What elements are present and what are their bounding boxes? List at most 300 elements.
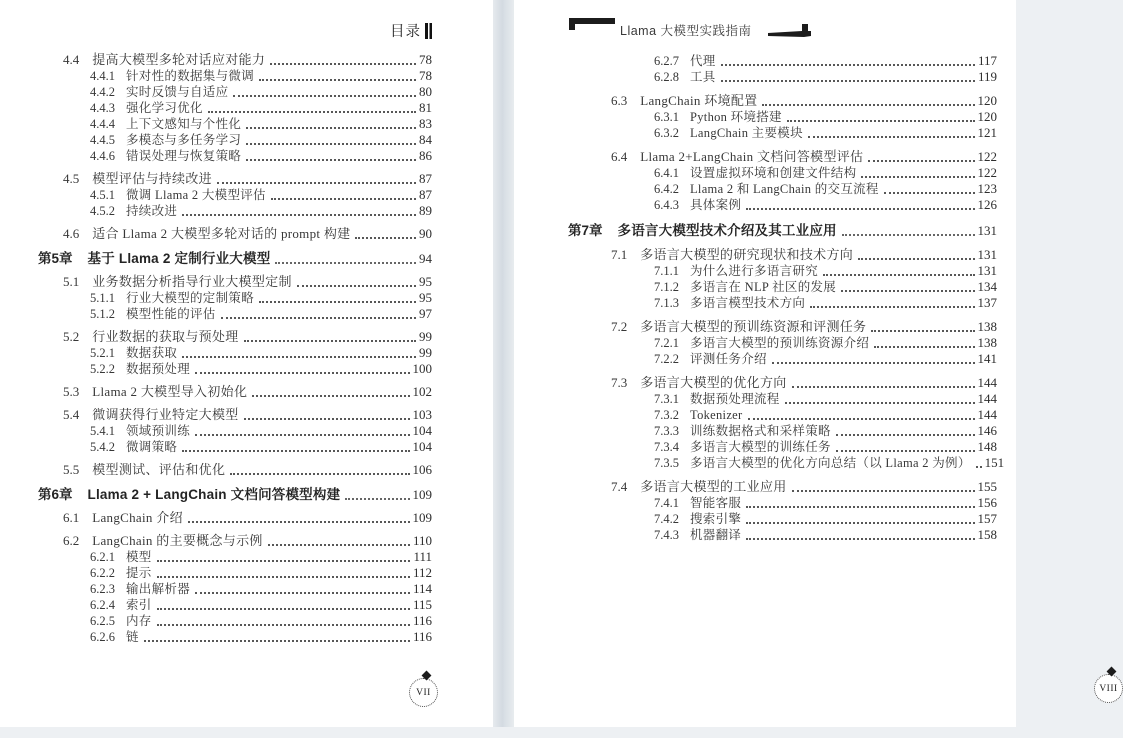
dot-leader — [271, 198, 416, 200]
toc-entry — [38, 329, 432, 345]
dot-leader — [355, 237, 416, 239]
toc-entry-page: 87 — [419, 171, 432, 186]
toc-entry-page: 80 — [419, 84, 432, 99]
toc-entry-number: 第6章 — [38, 487, 73, 502]
toc-entry — [38, 132, 432, 148]
toc-entry-title: 业务数据分析指导行业大模型定制 — [92, 274, 292, 289]
toc-entry — [568, 423, 997, 439]
toc-entry-number: 7.1 — [611, 247, 628, 262]
toc-entry-number: 6.2.8 — [654, 70, 679, 84]
toc-entry — [568, 319, 997, 335]
toc-entry-page: 137 — [977, 295, 997, 310]
toc-entry-page: 123 — [977, 181, 997, 196]
toc-entry-title: 输出解析器 — [126, 582, 191, 596]
dot-leader — [233, 95, 416, 97]
toc-entry-title: 适合 Llama 2 大模型多轮对话的 prompt 构建 — [92, 226, 351, 241]
toc-entry — [38, 565, 432, 581]
toc-entry-title: 多语言大模型的工业应用 — [640, 479, 787, 494]
toc-entry-number: 6.4.1 — [654, 166, 679, 180]
toc-entry-number: 5.4 — [63, 407, 80, 422]
dot-leader — [182, 450, 409, 452]
toc-entry-title: 数据预处理流程 — [690, 392, 780, 406]
toc-entry-page: 138 — [977, 335, 997, 350]
diamond-ornament-icon — [1107, 667, 1117, 677]
toc-entry-number: 4.6 — [63, 226, 80, 241]
toc-entry — [568, 407, 997, 423]
toc-page-right — [514, 0, 1118, 727]
dot-leader — [836, 450, 975, 452]
toc-entry-title: LangChain 介绍 — [92, 510, 183, 525]
toc-entry-title: 多语言大模型技术介绍及其工业应用 — [617, 223, 837, 238]
toc-entry-title: 上下文感知与个性化 — [126, 117, 242, 131]
toc-entry — [38, 549, 432, 565]
toc-entry-page: 131 — [977, 223, 997, 238]
dot-leader — [808, 136, 975, 138]
toc-entry — [38, 251, 432, 267]
toc-entry-number: 6.4 — [611, 149, 628, 164]
toc-entry-number: 4.4.1 — [90, 69, 115, 83]
toc-entry — [38, 345, 432, 361]
toc-entry-title: 评测任务介绍 — [690, 352, 767, 366]
folio-ornament-right — [1094, 674, 1123, 703]
toc-entry — [38, 487, 432, 503]
toc-entry-title: 多语言大模型的预训练资源介绍 — [690, 336, 870, 350]
toc-entry-number: 6.4.2 — [654, 182, 679, 196]
dot-leader — [748, 418, 975, 420]
dot-leader — [868, 160, 974, 162]
toc-entry-number: 6.2.5 — [90, 614, 115, 628]
dot-leader — [721, 64, 975, 66]
toc-entry-number: 7.3.5 — [654, 456, 679, 470]
toc-entry-title: 搜索引擎 — [690, 512, 742, 526]
toc-entry-number: 7.4.3 — [654, 528, 679, 542]
toc-entry-number: 7.2.2 — [654, 352, 679, 366]
toc-entry-number: 4.5 — [63, 171, 80, 186]
toc-entry-page: 156 — [977, 495, 997, 510]
toc-entry-title: 行业大模型的定制策略 — [126, 291, 255, 305]
toc-entry-number: 7.2 — [611, 319, 628, 334]
toc-entry-title: 微调获得行业特定大模型 — [92, 407, 239, 422]
toc-entry — [38, 407, 432, 423]
toc-entry-title: 微调策略 — [126, 440, 178, 454]
toc-entry-page: 121 — [977, 125, 997, 140]
dot-leader — [976, 466, 982, 468]
toc-entry-number: 7.1.1 — [654, 264, 679, 278]
toc-entry-number: 5.1 — [63, 274, 80, 289]
toc-entry — [38, 439, 432, 455]
toc-entry-page: 115 — [412, 597, 432, 612]
dot-leader — [246, 159, 416, 161]
toc-entry-number: 7.1.3 — [654, 296, 679, 310]
dot-leader — [259, 79, 416, 81]
toc-entry-number: 5.4.1 — [90, 424, 115, 438]
toc-entry-page: 120 — [977, 109, 997, 124]
toc-entry-page: 111 — [413, 549, 432, 564]
dot-leader — [270, 63, 416, 65]
toc-entry-title: 提示 — [126, 566, 152, 580]
toc-entry-page: 155 — [977, 479, 997, 494]
double-bar-ornament-icon — [425, 23, 432, 39]
toc-entry-number: 6.3.2 — [654, 126, 679, 140]
toc-entry-title: Llama 2 + LangChain 文档问答模型构建 — [87, 487, 341, 502]
toc-entry-title: 多模态与多任务学习 — [126, 133, 242, 147]
toc-entry — [568, 479, 997, 495]
toc-entry — [38, 274, 432, 290]
toc-entry-page: 109 — [412, 510, 432, 525]
toc-entry-number: 7.3.1 — [654, 392, 679, 406]
dot-leader — [836, 434, 975, 436]
toc-entry-page: 95 — [419, 274, 432, 289]
toc-entry-number: 6.1 — [63, 510, 80, 525]
toc-entry-title: 模型 — [126, 550, 152, 564]
toc-entry-title: 多语言大模型的优化方向总结（以 Llama 2 为例） — [690, 456, 971, 470]
toc-entry — [38, 187, 432, 203]
toc-entry-title: 强化学习优化 — [126, 101, 203, 115]
toc-entry — [38, 462, 432, 478]
header-swoosh-ornament-icon — [768, 23, 812, 39]
toc-entry — [38, 384, 432, 400]
dot-leader — [861, 176, 974, 178]
toc-entry-page: 114 — [412, 581, 432, 596]
dot-leader — [823, 274, 974, 276]
toc-entry — [568, 69, 997, 85]
dot-leader — [762, 104, 974, 106]
dot-leader — [792, 386, 975, 388]
toc-entry-number: 7.3.4 — [654, 440, 679, 454]
toc-entry-title: 多语言模型技术方向 — [690, 296, 806, 310]
diamond-ornament-icon — [422, 671, 432, 681]
toc-entry — [38, 203, 432, 219]
dot-leader — [157, 576, 410, 578]
toc-entry-page: 104 — [412, 423, 432, 438]
toc-entry-title: 链 — [126, 630, 139, 644]
dot-leader — [268, 544, 410, 546]
dot-leader — [144, 640, 410, 642]
toc-entry — [568, 295, 997, 311]
page-header-right — [568, 15, 997, 41]
toc-entry-page: 116 — [412, 613, 432, 628]
dot-leader — [157, 608, 410, 610]
toc-entry-number: 4.4.6 — [90, 149, 115, 163]
dot-leader — [746, 538, 974, 540]
toc-entry-number: 7.4.2 — [654, 512, 679, 526]
toc-entry-title: LangChain 主要模块 — [690, 126, 803, 140]
toc-entry-number: 7.2.1 — [654, 336, 679, 350]
toc-entry — [568, 375, 997, 391]
toc-entry — [38, 581, 432, 597]
toc-entry-page: 122 — [977, 165, 997, 180]
toc-entry-title: 工具 — [690, 70, 716, 84]
toc-entry-page: 102 — [412, 384, 432, 399]
page-header-left — [38, 20, 432, 40]
toc-entry — [568, 149, 997, 165]
toc-entry-title: Llama 2 大模型导入初始化 — [92, 384, 248, 399]
toc-entry — [568, 93, 997, 109]
folio-ornament-left — [409, 678, 438, 707]
toc-entry — [568, 439, 997, 455]
toc-entry-title: 多语言大模型的训练任务 — [690, 440, 831, 454]
toc-entry-title: 微调 Llama 2 大模型评估 — [126, 188, 266, 202]
toc-entry-number: 4.4.5 — [90, 133, 115, 147]
toc-entry-number: 7.3.2 — [654, 408, 679, 422]
dot-leader — [157, 560, 411, 562]
toc-entry-number: 7.4.1 — [654, 496, 679, 510]
toc-entry-number: 5.1.2 — [90, 307, 115, 321]
toc-entry-number: 6.2.3 — [90, 582, 115, 596]
toc-entry-title: 多语言大模型的研究现状和技术方向 — [640, 247, 854, 262]
toc-entry-page: 86 — [419, 148, 432, 163]
toc-entry — [568, 263, 997, 279]
toc-entry — [568, 247, 997, 263]
toc-entry-page: 103 — [412, 407, 432, 422]
toc-entry-number: 7.3 — [611, 375, 628, 390]
dot-leader — [746, 208, 974, 210]
toc-entry-title: 模型测试、评估和优化 — [92, 462, 226, 477]
toc-entry — [38, 613, 432, 629]
toc-entry-page: 100 — [412, 361, 432, 376]
dot-leader — [841, 290, 974, 292]
toc-entry-title: 提高大模型多轮对话应对能力 — [92, 52, 266, 67]
toc-entry-page: 109 — [412, 487, 432, 502]
toc-entry-page: 87 — [419, 187, 432, 202]
toc-entry-title: 行业数据的获取与预处理 — [92, 329, 239, 344]
toc-entry — [38, 510, 432, 526]
toc-entry-title: Tokenizer — [690, 408, 743, 422]
page-gutter — [493, 0, 514, 727]
dot-leader — [244, 418, 410, 420]
toc-entry-number: 5.2.1 — [90, 346, 115, 360]
toc-entry — [568, 53, 997, 69]
toc-entry-page: 148 — [977, 439, 997, 454]
toc-entry-number: 7.3.3 — [654, 424, 679, 438]
dot-leader — [195, 592, 410, 594]
dot-leader — [792, 490, 975, 492]
toc-entry-title: 具体案例 — [690, 198, 742, 212]
toc-entry-number: 6.3.1 — [654, 110, 679, 124]
dot-leader — [772, 362, 975, 364]
dot-leader — [195, 372, 409, 374]
toc-entry — [568, 165, 997, 181]
toc-entry-title: 模型性能的评估 — [126, 307, 216, 321]
toc-entry-number: 4.5.2 — [90, 204, 115, 218]
toc-entry — [38, 533, 432, 549]
toc-entry-title: 代理 — [690, 54, 716, 68]
dot-leader — [244, 340, 416, 342]
toc-entry-title: 机器翻译 — [690, 528, 742, 542]
dot-leader — [246, 143, 416, 145]
dot-leader — [785, 402, 975, 404]
toc-entry — [568, 109, 997, 125]
toc-entry-number: 6.2.7 — [654, 54, 679, 68]
toc-entry-page: 78 — [419, 68, 432, 83]
toc-entry-page: 126 — [977, 197, 997, 212]
toc-entry-page: 131 — [977, 263, 997, 278]
dot-leader — [297, 285, 416, 287]
toc-entry-page: 158 — [977, 527, 997, 542]
toc-entry-page: 157 — [977, 511, 997, 526]
toc-entry-title: LangChain 的主要概念与示例 — [92, 533, 263, 548]
toc-entry-page: 89 — [419, 203, 432, 218]
toc-entry — [568, 279, 997, 295]
toc-entry-page: 90 — [419, 226, 432, 241]
toc-entries-left — [38, 52, 432, 645]
toc-entry-number: 4.4 — [63, 52, 80, 67]
toc-entry-page: 99 — [419, 329, 432, 344]
toc-entry-title: 实时反馈与自适应 — [126, 85, 229, 99]
toc-entry-page: 112 — [412, 565, 432, 580]
toc-entry-title: 领域预训练 — [126, 424, 191, 438]
toc-entry — [568, 455, 1005, 471]
toc-entry — [38, 423, 432, 439]
toc-entry-number: 7.4 — [611, 479, 628, 494]
toc-entry-number: 4.4.4 — [90, 117, 115, 131]
dot-leader — [182, 214, 416, 216]
dot-leader — [721, 80, 975, 82]
toc-entry-title: 基于 Llama 2 定制行业大模型 — [87, 251, 271, 266]
toc-entry — [38, 116, 432, 132]
dot-leader — [246, 127, 416, 129]
toc-entry-page: 144 — [977, 375, 997, 390]
toc-entry — [568, 181, 997, 197]
header-flag-ornament-icon — [568, 15, 616, 33]
toc-entry-number: 6.2.1 — [90, 550, 115, 564]
toc-entry-page: 106 — [412, 462, 432, 477]
toc-entry-title: 错误处理与恢复策略 — [126, 149, 242, 163]
toc-entry — [38, 290, 432, 306]
toc-entry-number: 5.2 — [63, 329, 80, 344]
toc-entry-title: Llama 2 和 LangChain 的交互流程 — [690, 182, 879, 196]
toc-entry-page: 117 — [977, 53, 997, 68]
toc-entry-page: 120 — [977, 93, 997, 108]
toc-entry — [38, 52, 432, 68]
book-title: Llama 大模型实践指南 — [620, 24, 752, 38]
toc-entry-page: 95 — [419, 290, 432, 305]
dot-leader — [259, 301, 416, 303]
dot-leader — [884, 192, 975, 194]
toc-entry-title: Python 环境搭建 — [690, 110, 782, 124]
toc-entry-page: 144 — [977, 391, 997, 406]
page-number-roman: VII — [416, 687, 431, 698]
toc-entry — [38, 148, 432, 164]
toc-entry-title: 多语言在 NLP 社区的发展 — [690, 280, 837, 294]
toc-entry — [38, 84, 432, 100]
toc-entry-title: 针对性的数据集与微调 — [126, 69, 255, 83]
toc-entry-title: 为什么进行多语言研究 — [690, 264, 819, 278]
toc-entries-right — [568, 53, 1005, 543]
toc-entry-number: 5.4.2 — [90, 440, 115, 454]
dot-leader — [345, 498, 409, 500]
toc-entry-page: 83 — [419, 116, 432, 131]
toc-entry-page: 78 — [419, 52, 432, 67]
toc-entry-number: 6.3 — [611, 93, 628, 108]
toc-entry-number: 4.4.3 — [90, 101, 115, 115]
dot-leader — [810, 306, 974, 308]
toc-entry — [38, 361, 432, 377]
toc-entry-number: 5.1.1 — [90, 291, 115, 305]
dot-leader — [746, 522, 974, 524]
toc-entry-number: 第7章 — [568, 223, 603, 238]
dot-leader — [195, 434, 409, 436]
toc-entry-page: 84 — [419, 132, 432, 147]
dot-leader — [230, 473, 409, 475]
toc-entry-number: 6.2.4 — [90, 598, 115, 612]
toc-page-left — [0, 0, 493, 727]
toc-entry-page: 97 — [419, 306, 432, 321]
toc-entry-page: 134 — [977, 279, 997, 294]
toc-entry-page: 151 — [984, 455, 1005, 470]
dot-leader — [874, 346, 974, 348]
toc-entry-title: 多语言大模型的优化方向 — [640, 375, 787, 390]
header-title-toc: 目录 — [390, 23, 421, 40]
toc-entry-page: 99 — [419, 345, 432, 360]
toc-entry-page: 138 — [977, 319, 997, 334]
dot-leader — [188, 521, 410, 523]
toc-entry-title: 数据获取 — [126, 346, 178, 360]
toc-entry-title: 持续改进 — [126, 204, 178, 218]
toc-entry-number: 6.4.3 — [654, 198, 679, 212]
toc-entry-page: 94 — [419, 251, 432, 266]
dot-leader — [275, 262, 416, 264]
page-number-roman: VIII — [1099, 683, 1118, 694]
toc-entry — [568, 197, 997, 213]
toc-entry-page: 119 — [977, 69, 997, 84]
toc-entry-page: 81 — [419, 100, 432, 115]
toc-entry-title: 智能客服 — [690, 496, 742, 510]
toc-entry — [568, 125, 997, 141]
toc-entry-title: 内存 — [126, 614, 152, 628]
dot-leader — [182, 356, 416, 358]
toc-entry-number: 5.3 — [63, 384, 80, 399]
toc-entry-page: 146 — [977, 423, 997, 438]
toc-entry — [38, 171, 432, 187]
toc-entry-title: 模型评估与持续改进 — [92, 171, 212, 186]
toc-entry-page: 141 — [977, 351, 997, 366]
dot-leader — [217, 182, 416, 184]
toc-entry-page: 144 — [977, 407, 997, 422]
dot-leader — [787, 120, 975, 122]
toc-entry-number: 6.2 — [63, 533, 80, 548]
toc-entry — [568, 527, 997, 543]
toc-entry-title: 训练数据格式和采样策略 — [690, 424, 831, 438]
toc-entry — [38, 597, 432, 613]
toc-entry-title: Llama 2+LangChain 文档问答模型评估 — [640, 149, 864, 164]
toc-entry — [568, 223, 997, 239]
toc-entry — [38, 68, 432, 84]
toc-entry-number: 第5章 — [38, 251, 73, 266]
dot-leader — [157, 624, 410, 626]
toc-entry — [38, 226, 432, 242]
toc-entry-number: 6.2.2 — [90, 566, 115, 580]
toc-entry — [568, 495, 997, 511]
toc-entry-title: LangChain 环境配置 — [640, 93, 758, 108]
dot-leader — [252, 395, 409, 397]
toc-entry — [568, 391, 997, 407]
toc-entry-title: 数据预处理 — [126, 362, 191, 376]
toc-entry-number: 7.1.2 — [654, 280, 679, 294]
toc-entry-title: 设置虚拟环境和创建文件结构 — [690, 166, 857, 180]
toc-entry-page: 116 — [412, 629, 432, 644]
toc-entry-number: 4.5.1 — [90, 188, 115, 202]
toc-entry-page: 122 — [977, 149, 997, 164]
toc-entry — [568, 511, 997, 527]
dot-leader — [858, 258, 974, 260]
toc-entry — [568, 351, 997, 367]
toc-entry — [38, 629, 432, 645]
toc-entry-page: 131 — [977, 247, 997, 262]
toc-entry-title: 多语言大模型的预训练资源和评测任务 — [640, 319, 867, 334]
toc-entry-number: 5.5 — [63, 462, 80, 477]
dot-leader — [842, 234, 975, 236]
